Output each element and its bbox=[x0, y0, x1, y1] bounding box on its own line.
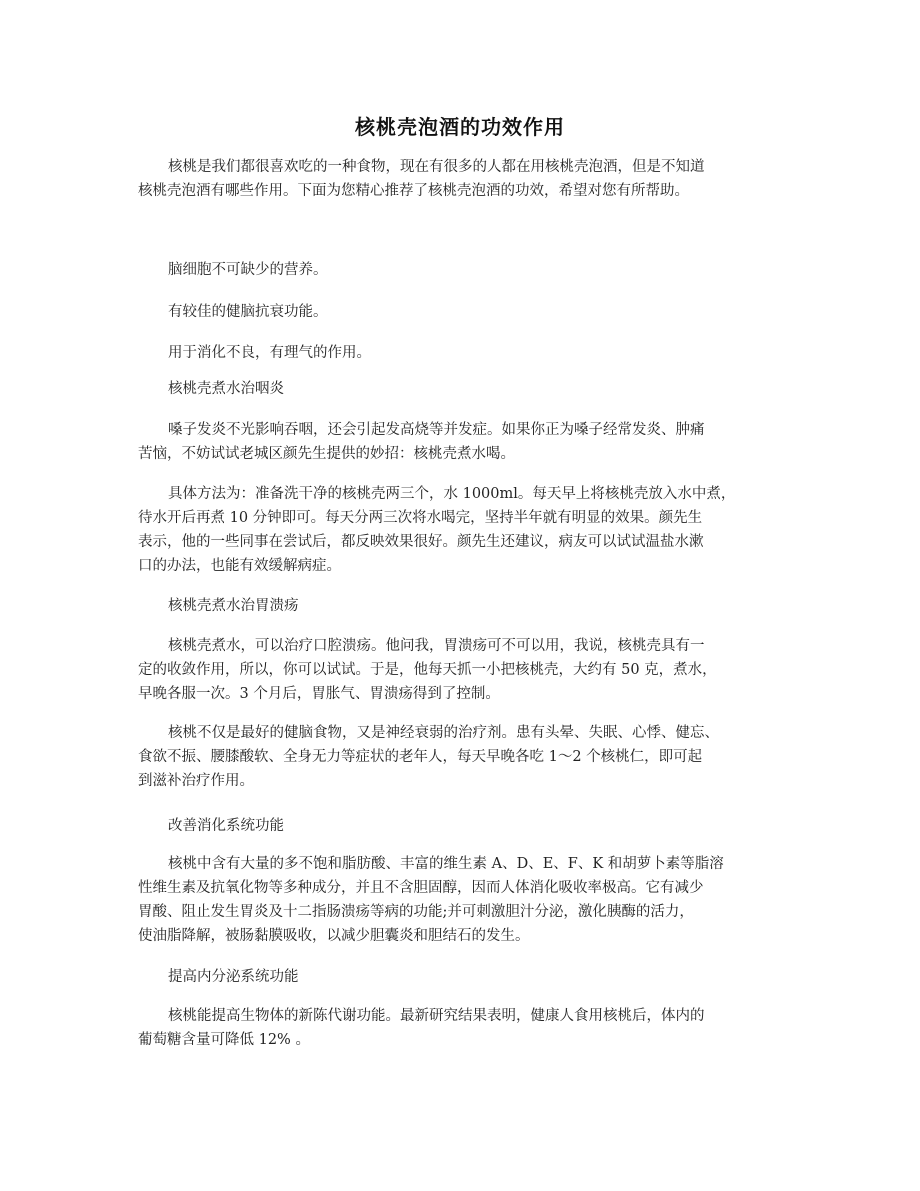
paragraph-line: 核桃是我们都很喜欢吃的一种食物，现在有很多的人都在用核桃壳泡酒，但是不知道 bbox=[168, 159, 705, 175]
paragraph-line: 用于消化不良，有理气的作用。 bbox=[168, 345, 371, 361]
digestive-paragraph bbox=[138, 852, 798, 948]
paragraph-line: 核桃中含有大量的多不饱和脂肪酸、丰富的维生素 A、D、E、F、K 和胡萝卜素等脂溶 bbox=[168, 856, 724, 872]
paragraph-line: 核桃能提高生物体的新陈代谢功能。最新研究结果表明，健康人食用核桃后，体内的 bbox=[168, 1008, 705, 1024]
paragraph-line: 葡萄糖含量可降低 12% 。 bbox=[138, 1032, 310, 1048]
paragraph-line: 食欲不振、腰膝酸软、全身无力等症状的老年人，每天早晚各吃 1～2 个核桃仁，即可起 bbox=[138, 749, 703, 765]
paragraph-line: 具体方法为：准备洗干净的核桃壳两三个，水 1000ml。每天早上将核桃壳放入水中煮， bbox=[168, 486, 736, 502]
ulcer-paragraph bbox=[138, 634, 798, 706]
paragraph-line: 嗓子发炎不光影响吞咽，还会引起发高烧等并发症。如果你正为嗓子经常发炎、肿痛 bbox=[168, 422, 705, 438]
paragraph-line: 核桃不仅是最好的健脑食物，又是神经衰弱的治疗剂。患有头晕、失眠、心悸、健忘、 bbox=[168, 725, 719, 741]
page-title: 核桃壳泡酒的功效作用 bbox=[355, 115, 565, 139]
section-heading-ulcer bbox=[138, 594, 798, 618]
paragraph-line: 苦恼，不妨试试老城区颜先生提供的妙招：核桃壳煮水喝。 bbox=[138, 446, 515, 462]
endocrine-paragraph bbox=[138, 1004, 798, 1052]
paragraph-line: 胃酸、阻止发生胃炎及十二指肠溃疡等病的功能;并可刺激胆汁分泌，激化胰酶的活力， bbox=[138, 904, 694, 920]
intro-paragraph bbox=[138, 155, 798, 203]
section-heading-digestive bbox=[138, 814, 798, 838]
section-heading-endocrine bbox=[138, 965, 798, 989]
paragraph-line: 口的办法，也能有效缓解病症。 bbox=[138, 558, 341, 574]
paragraph-line: 表示，他的一些同事在尝试后，都反映效果很好。颜先生还建议，病友可以试试温盐水漱 bbox=[138, 534, 704, 550]
paragraph-line: 早晚各服一次。3 个月后，胃胀气、胃溃疡得到了控制。 bbox=[138, 686, 500, 702]
section-heading: 提高内分泌系统功能 bbox=[168, 969, 299, 985]
paragraph-line: 到滋补治疗作用。 bbox=[138, 773, 254, 789]
section-heading: 核桃壳煮水治胃溃疡 bbox=[168, 598, 299, 614]
benefit-item-brain-nutrition bbox=[138, 258, 798, 282]
section-heading-pharyngitis bbox=[138, 377, 798, 401]
paragraph-line: 使油脂降解，被肠黏膜吸收，以减少胆囊炎和胆结石的发生。 bbox=[138, 928, 530, 944]
nerve-paragraph bbox=[138, 721, 798, 793]
paragraph-line: 定的收敛作用，所以，你可以试试。于是，他每天抓一小把核桃壳，大约有 50 克，煮水， bbox=[138, 662, 717, 678]
pharyngitis-paragraph bbox=[138, 418, 798, 466]
section-heading: 改善消化系统功能 bbox=[168, 818, 284, 834]
method-paragraph bbox=[138, 482, 798, 578]
benefit-item-digestion bbox=[138, 341, 798, 365]
paragraph-line: 脑细胞不可缺少的营养。 bbox=[168, 262, 328, 278]
paragraph-line: 核桃壳煮水，可以治疗口腔溃疡。他问我，胃溃疡可不可以用，我说，核桃壳具有一 bbox=[168, 638, 705, 654]
paragraph-line: 有较佳的健脑抗衰功能。 bbox=[168, 304, 328, 320]
section-heading: 核桃壳煮水治咽炎 bbox=[168, 381, 284, 397]
paragraph-line: 待水开后再煮 10 分钟即可。每天分两三次将水喝完，坚持半年就有明显的效果。颜先生 bbox=[138, 510, 703, 526]
paragraph-line: 核桃壳泡酒有哪些作用。下面为您精心推荐了核桃壳泡酒的功效，希望对您有所帮助。 bbox=[138, 183, 689, 199]
benefit-item-anti-aging bbox=[138, 300, 798, 324]
paragraph-line: 性维生素及抗氧化物等多种成分，并且不含胆固醇，因而人体消化吸收率极高。它有减少 bbox=[138, 880, 704, 896]
